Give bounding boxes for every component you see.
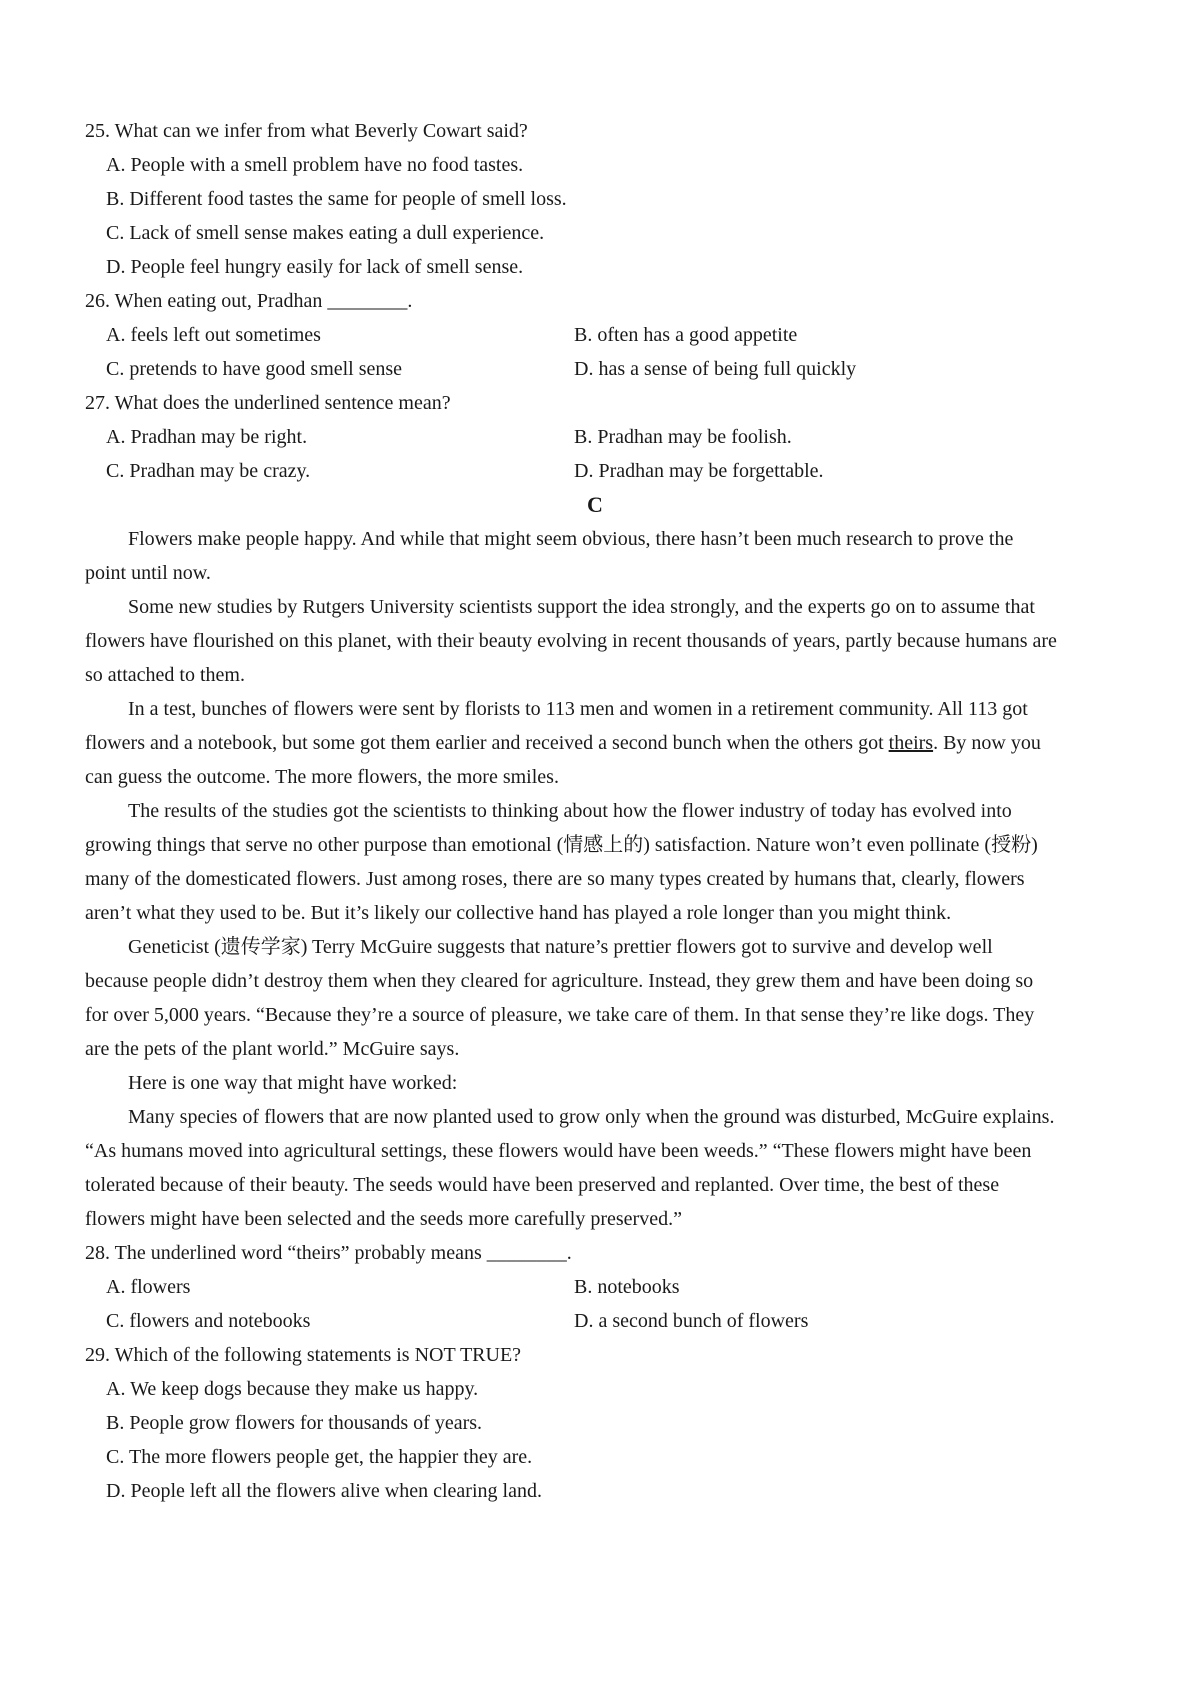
passage-line: The results of the studies got the scientists to thinking about how the flower industry of today has evolved into [128,800,1012,822]
passage-line: flowers might have been selected and the seeds more carefully preserved.” [85,1208,682,1230]
section-heading: C [587,492,603,517]
passage-line: are the pets of the plant world.” McGuire says. [85,1038,460,1060]
passage-line: many of the domesticated flowers. Just among roses, there are so many types created by humans that, clearly, flowers [85,868,1025,890]
passage-line: flowers have flourished on this planet, with their beauty evolving in recent thousands of years, partly because humans are [85,630,1057,652]
q28-option-d: D. a second bunch of flowers [574,1310,809,1332]
q26-option-c: C. pretends to have good smell sense [106,358,403,380]
passage-line: Here is one way that might have worked: [128,1072,458,1094]
q29-stem: 29. Which of the following statements is NOT TRUE? [85,1344,522,1366]
passage-line: Many species of flowers that are now planted used to grow only when the ground was disturbed, McGuire explains. [128,1106,1055,1128]
passage-line: because people didn’t destroy them when they cleared for agriculture. Instead, they grew them and have been doing so [85,970,1034,992]
passage-line: so attached to them. [85,664,245,686]
q28-option-b: B. notebooks [574,1276,680,1298]
passage-line: Geneticist (遗传学家) Terry McGuire suggests that nature’s prettier flowers got to survive and develop well [128,936,993,958]
passage-line: growing things that serve no other purpose than emotional (情感上的) satisfaction. Nature won’t even pollinate (授粉) [85,834,1038,856]
passage-line: aren’t what they used to be. But it’s likely our collective hand has played a role longer than you might think. [85,902,952,924]
q28-stem: 28. The underlined word “theirs” probably means ________. [85,1242,572,1264]
passage-line-theirs [85,730,1115,756]
q26-option-d: D. has a sense of being full quickly [574,358,857,380]
q25-option-d: D. People feel hungry easily for lack of smell sense. [106,256,524,278]
q27-option-b: B. Pradhan may be foolish. [574,426,792,448]
theirs-before: flowers and a notebook, but some got them earlier and received a second bunch when the others got [85,732,889,754]
q25-stem: 25. What can we infer from what Beverly Cowart said? [85,120,528,142]
q28-option-a: A. flowers [106,1276,191,1298]
passage-line: Flowers make people happy. And while that might seem obvious, there hasn’t been much research to prove the [128,528,1014,550]
theirs-after: . By now you [933,732,1041,754]
passage-line: “As humans moved into agricultural settings, these flowers would have been weeds.” “These flowers might have been [85,1140,1032,1162]
passage-line: In a test, bunches of flowers were sent by florists to 113 men and women in a retirement community. All 113 got [128,698,1028,720]
q29-option-a: A. We keep dogs because they make us happy. [106,1378,479,1400]
q25-option-c: C. Lack of smell sense makes eating a dull experience. [106,222,545,244]
q28-option-c: C. flowers and notebooks [106,1310,311,1332]
q26-option-a: A. feels left out sometimes [106,324,321,346]
passage-line: point until now. [85,562,211,584]
q27-stem: 27. What does the underlined sentence mean? [85,392,451,414]
q27-option-a: A. Pradhan may be right. [106,426,308,448]
passage-line: Some new studies by Rutgers University scientists support the idea strongly, and the experts go on to assume that [128,596,1035,618]
q25-option-a: A. People with a smell problem have no food tastes. [106,154,524,176]
q26-option-b: B. often has a good appetite [574,324,798,346]
q26-stem: 26. When eating out, Pradhan ________. [85,290,413,312]
q29-option-b: B. People grow flowers for thousands of years. [106,1412,483,1434]
q25-option-b: B. Different food tastes the same for people of smell loss. [106,188,567,210]
q29-option-d: D. People left all the flowers alive when clearing land. [106,1480,542,1502]
passage-line: for over 5,000 years. “Because they’re a source of pleasure, we take care of them. In that sense they’re like dogs. They [85,1004,1035,1026]
q27-option-d: D. Pradhan may be forgettable. [574,460,824,482]
q27-option-c: C. Pradhan may be crazy. [106,460,311,482]
passage-line: can guess the outcome. The more flowers, the more smiles. [85,766,559,788]
passage-line: tolerated because of their beauty. The seeds would have been preserved and replanted. Over time, the best of these [85,1174,1000,1196]
underlined-word-theirs: theirs [888,732,934,754]
q29-option-c: C. The more flowers people get, the happier they are. [106,1446,533,1468]
